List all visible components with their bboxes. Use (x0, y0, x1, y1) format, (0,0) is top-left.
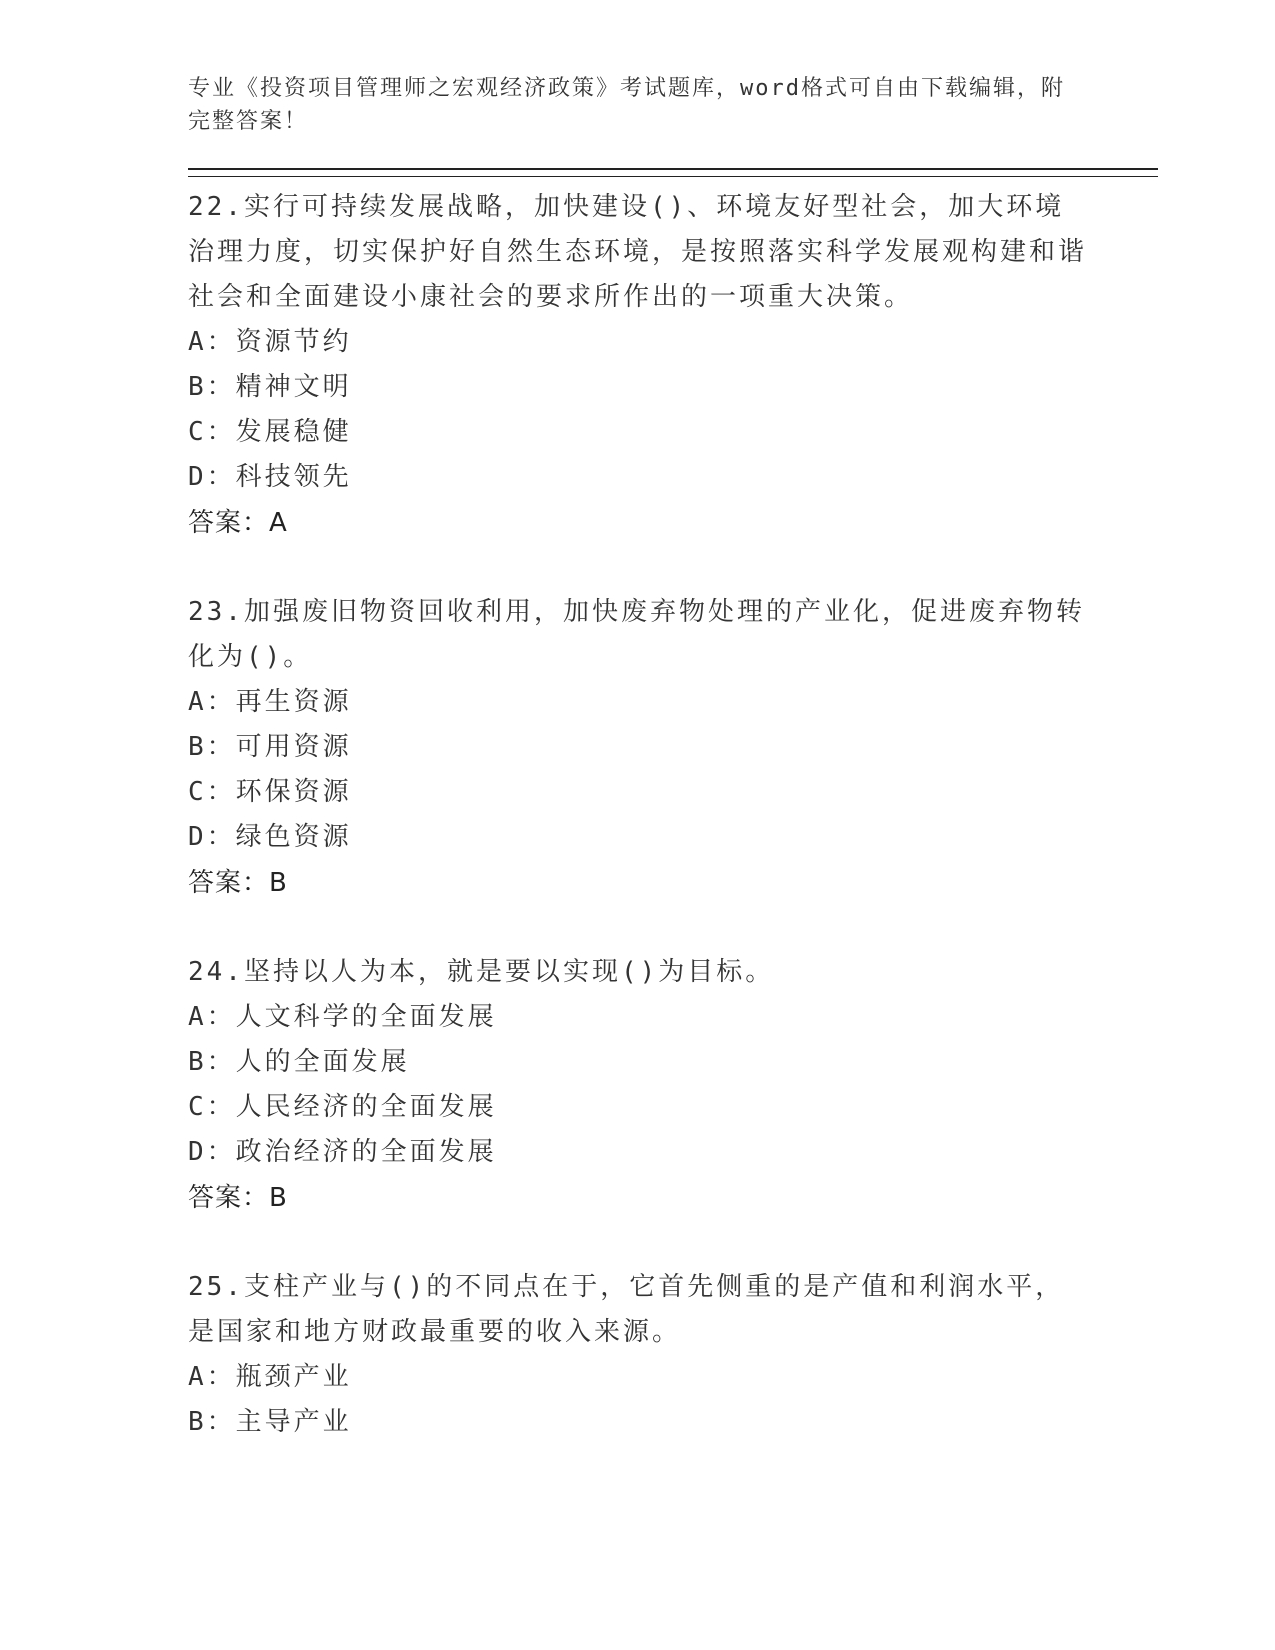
option-a: A：瓶颈产业 (188, 1362, 352, 1392)
option-c: C：环保资源 (188, 777, 352, 807)
question-24 (188, 950, 1158, 1221)
option-d: D：政治经济的全面发展 (188, 1137, 497, 1167)
document-page (188, 72, 1158, 1445)
question-stem: 25.支柱产业与()的不同点在于，它首先侧重的是产值和利润水平，是国家和地方财政最重要的收入来源。 (188, 1272, 1065, 1347)
option-d: D：绿色资源 (188, 822, 352, 852)
question-25 (188, 1265, 1158, 1445)
option-b: B：精神文明 (188, 372, 352, 402)
option-b: B：主导产业 (188, 1407, 352, 1437)
question-23 (188, 590, 1158, 906)
option-c: C：人民经济的全面发展 (188, 1092, 497, 1122)
question-stem: 24.坚持以人为本，就是要以实现()为目标。 (188, 957, 775, 987)
answer-line: 答案：B (188, 1183, 288, 1213)
answer-line: 答案：A (188, 508, 288, 538)
question-stem: 22.实行可持续发展战略，加快建设()、环境友好型社会，加大环境治理力度，切实保护好自然生态环境，是按照落实科学发展观构建和谐社会和全面建设小康社会的要求所作出的一项重大决策。 (188, 192, 1088, 312)
document-header: 专业《投资项目管理师之宏观经济政策》考试题库，word格式可自由下载编辑，附完整答案！ (188, 76, 1065, 134)
option-b: B：可用资源 (188, 732, 352, 762)
option-c: C：发展稳健 (188, 417, 352, 447)
question-stem: 23.加强废旧物资回收利用，加快废弃物处理的产业化，促进废弃物转化为()。 (188, 597, 1085, 672)
option-a: A：人文科学的全面发展 (188, 1002, 497, 1032)
option-d: D：科技领先 (188, 462, 352, 492)
option-b: B：人的全面发展 (188, 1047, 410, 1077)
question-22 (188, 185, 1158, 546)
option-a: A：再生资源 (188, 687, 352, 717)
option-a: A：资源节约 (188, 327, 352, 357)
answer-line: 答案：B (188, 868, 288, 898)
header-divider (188, 168, 1158, 177)
